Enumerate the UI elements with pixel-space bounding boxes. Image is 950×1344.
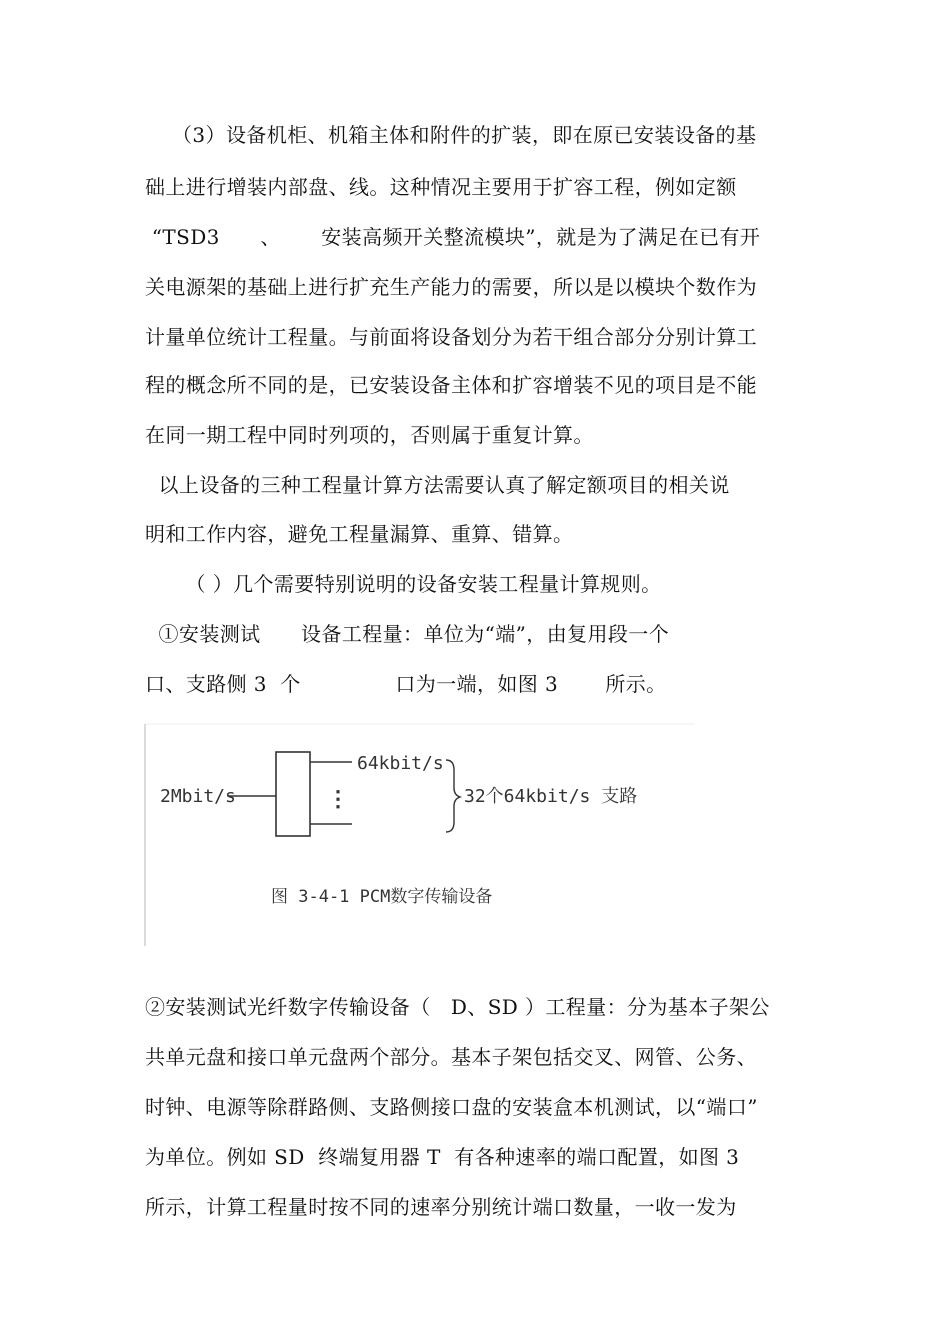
paragraph-line: ①安装测试 设备工程量：单位为“端”，由复用段一个 (145, 622, 670, 646)
paragraph-line: 计量单位统计工程量。与前面将设备划分为若干组合部分分别计算工 (145, 325, 757, 349)
input-label: 2Mbit/s (160, 786, 236, 807)
paragraph-line: 共单元盘和接口单元盘两个部分。基本子架包括交叉、网管、公务、 (145, 1045, 757, 1069)
paragraph-line: 所示，计算工程量时按不同的速率分别统计端口数量，一收一发为 (145, 1195, 737, 1219)
paragraph-line: 明和工作内容，避免工程量漏算、重算、错算。 (145, 522, 574, 546)
paragraph-line: 口、支路侧 3 个 口为一端，如图 3 所示。 (145, 672, 667, 696)
output-label: 64kbit/s (357, 753, 444, 774)
paragraph-line: 为单位。例如 SD 终端复用器 T 有各种速率的端口配置，如图 3 (145, 1145, 740, 1169)
branch-label: 32个64kbit/s 支路 (464, 786, 638, 807)
paragraph-line: 时钟、电源等除群路侧、支路侧接口盘的安装盒本机测试，以“端口” (145, 1095, 758, 1119)
paragraph-line: 程的概念所不同的是，已安装设备主体和扩容增装不见的项目是不能 (145, 373, 757, 397)
pcm-box (276, 752, 310, 836)
paragraph-line: ②安装测试光纤数字传输设备（ D、SD ）工程量：分为基本子架公 (145, 995, 770, 1019)
brace (446, 760, 460, 832)
pcm-diagram (144, 722, 696, 948)
ellipsis-mark: ⋮ (327, 787, 349, 812)
paragraph-line: “TSD3 、 安装高频开关整流模块”，就是为了满足在已有开 (145, 225, 761, 249)
paragraph-line: 础上进行增装内部盘、线。这种情况主要用于扩容工程，例如定额 (145, 175, 737, 199)
paragraph-line: （ ）几个需要特别说明的设备安装工程量计算规则。 (145, 572, 662, 596)
paragraph-line: 以上设备的三种工程量计算方法需要认真了解定额项目的相关说 (145, 473, 730, 497)
paragraph-line: 关电源架的基础上进行扩充生产能力的需要，所以是以模块个数作为 (145, 275, 757, 299)
pcm-figure (144, 722, 696, 948)
figure-caption: 图 3-4-1 PCM数字传输设备 (271, 887, 493, 907)
paragraph-line: （3）设备机柜、机箱主体和附件的扩装，即在原已安装设备的基 (145, 123, 757, 147)
paragraph-line: 在同一期工程中同时列项的，否则属于重复计算。 (145, 423, 594, 447)
